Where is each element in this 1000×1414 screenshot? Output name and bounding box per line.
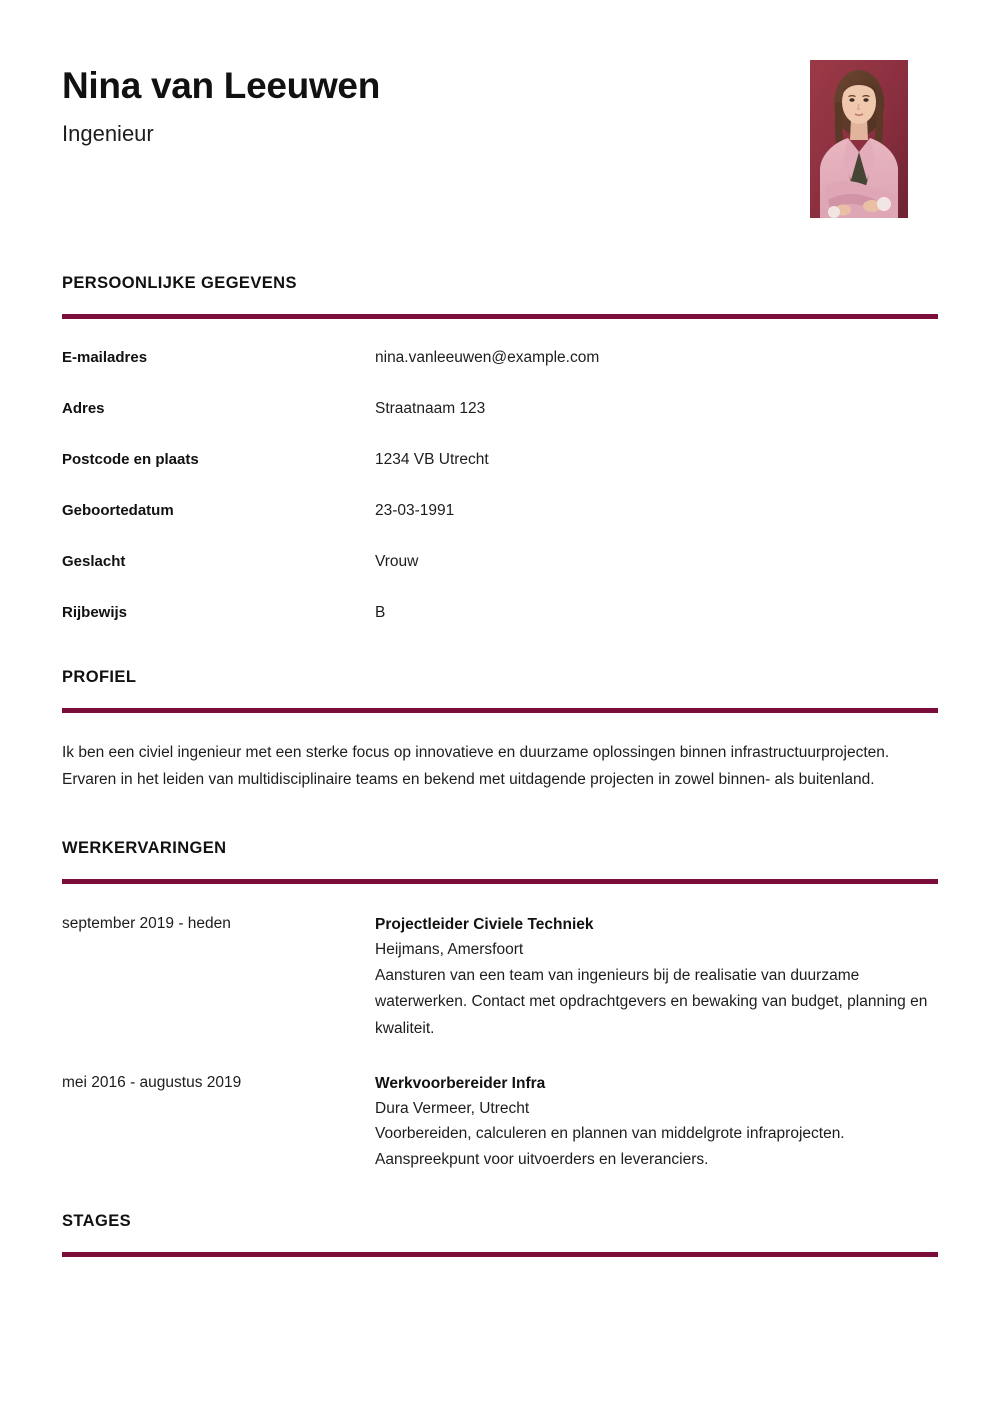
- experience-company-2: Dura Vermeer, Utrecht: [375, 1099, 530, 1117]
- detail-value-birthdate: 23-03-1991: [375, 502, 455, 519]
- table-row: [62, 604, 938, 622]
- experience-company-1: Heijmans, Amersfoort: [375, 941, 524, 959]
- detail-label-license: Rijbewijs: [62, 604, 128, 621]
- detail-value-gender: Vrouw: [375, 553, 419, 570]
- detail-label-address: Adres: [62, 400, 105, 417]
- detail-value-email: nina.vanleeuwen@example.com: [375, 349, 600, 366]
- experience-period-2: mei 2016 - augustus 2019: [62, 1073, 242, 1091]
- table-row: [62, 400, 938, 418]
- header-text-block: [62, 60, 380, 147]
- section-divider-personal: [62, 314, 938, 319]
- profile-paragraph: Ik ben een civiel ingenieur met een sterke focus op innovatieve en duurzame oplossingen binnen infrastructuurprojecten. Ervaren in het leiden van multidisciplinaire teams en bekend met uitdagende projecten in zowel binnen- als buitenland.: [62, 744, 890, 788]
- section-divider-experience: [62, 879, 938, 884]
- section-divider-internships: [62, 1252, 938, 1257]
- experience-description-2: Voorbereiden, calculeren en plannen van middelgrote infraprojecten. Aanspreekpunt voor uitvoerders en leveranciers.: [375, 1124, 845, 1169]
- portrait-photo-icon: [810, 60, 908, 218]
- experience-job-title-1: Projectleider Civiele Techniek: [375, 916, 594, 934]
- experience-list: [62, 912, 938, 1174]
- experience-body-2: [375, 1071, 938, 1175]
- section-title-personal: PERSOONLIJKE GEGEVENS: [62, 274, 297, 292]
- avatar: [810, 60, 908, 218]
- experience-body-1: [375, 912, 938, 1042]
- detail-value-license: B: [375, 604, 386, 621]
- cv-header: [0, 0, 1000, 218]
- table-row: [62, 502, 938, 520]
- section-divider-profile: [62, 708, 938, 713]
- experience-job-title-2: Werkvoorbereider Infra: [375, 1074, 546, 1092]
- table-row: [62, 553, 938, 571]
- section-title-profile: PROFIEL: [62, 668, 137, 686]
- personal-details-table: [62, 349, 938, 622]
- detail-value-address: Straatnaam 123: [375, 400, 486, 417]
- detail-label-birthdate: Geboortedatum: [62, 502, 174, 519]
- section-profile: [0, 668, 1000, 793]
- detail-label-gender: Geslacht: [62, 553, 126, 570]
- table-row: [62, 451, 938, 469]
- section-title-internships: STAGES: [62, 1212, 132, 1231]
- detail-label-email: E-mailadres: [62, 349, 148, 366]
- table-row: [62, 349, 938, 367]
- detail-value-postcode: 1234 VB Utrecht: [375, 451, 489, 468]
- section-personal-details: [0, 274, 1000, 622]
- experience-description-1: Aansturen van een team van ingenieurs bij de realisatie van duurzame waterwerken. Contact met opdrachtgevers en bewaking van budget, planning en kwaliteit.: [375, 966, 928, 1037]
- experience-period-1: september 2019 - heden: [62, 915, 231, 933]
- list-item: [62, 1071, 938, 1175]
- section-internships: [0, 1212, 1000, 1257]
- list-item: [62, 912, 938, 1042]
- page-title: Nina van Leeuwen: [62, 65, 381, 106]
- section-work-experience: [0, 839, 1000, 1174]
- detail-label-postcode: Postcode en plaats: [62, 451, 199, 468]
- section-title-experience: WERKERVARINGEN: [62, 839, 227, 858]
- job-role-subtitle: Ingenieur: [62, 120, 154, 146]
